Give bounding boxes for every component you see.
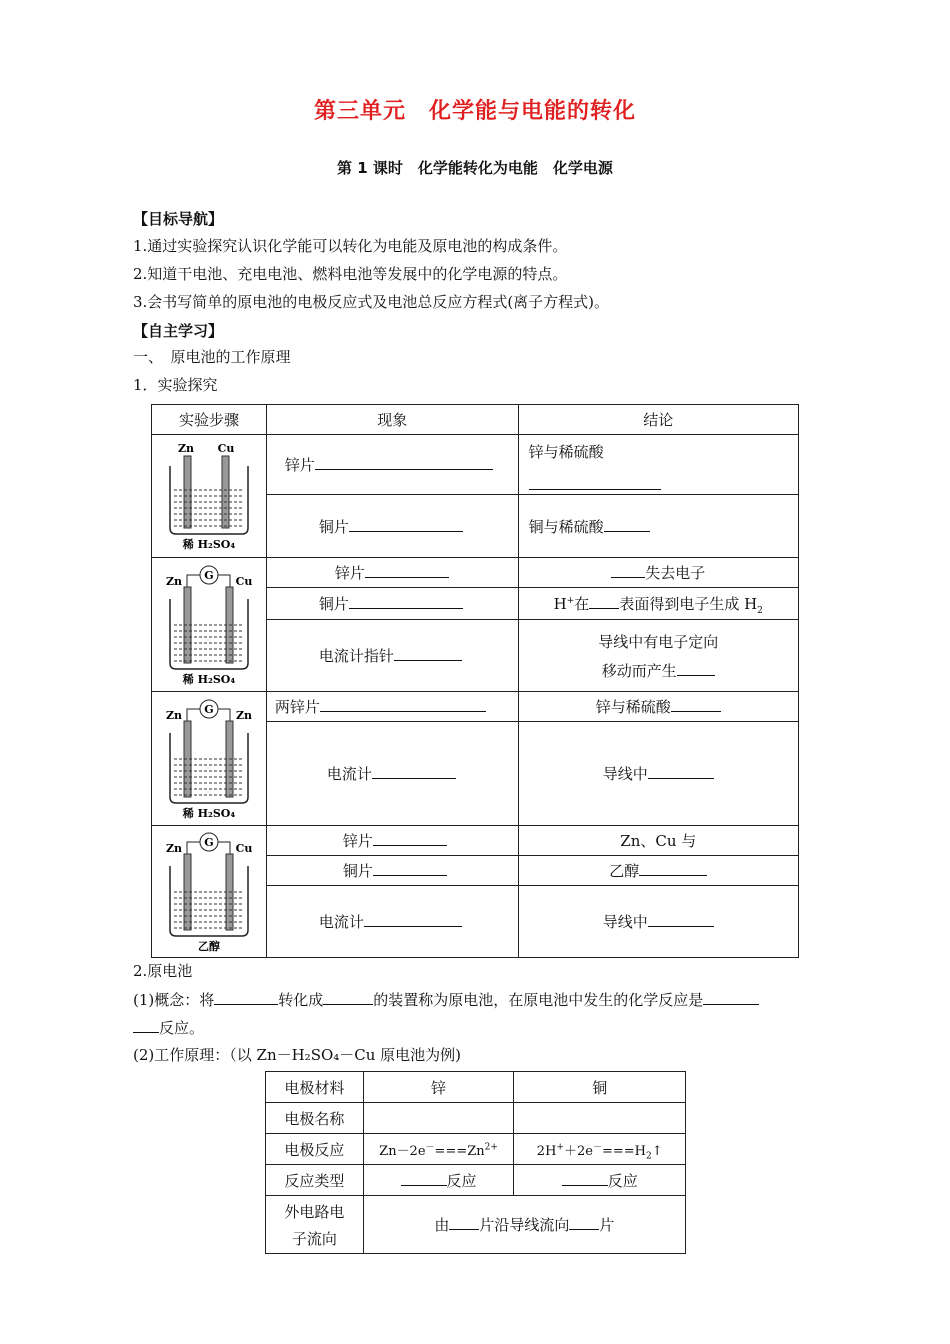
electrode-label-left: Zn [165,708,182,722]
solution-label: 稀 H₂SO₄ [182,672,236,686]
header-steps: 实验步骤 [152,405,267,435]
wire-left [187,842,200,854]
conclusion-cell: 铜与稀硫酸 [518,495,798,558]
galvanometer-label: G [204,835,214,849]
row-label: 电极材料 [266,1072,364,1103]
diagram-cell [152,558,267,692]
copper-electrode [222,456,229,528]
row-label: 反应类型 [266,1165,364,1196]
diagram-cell [152,692,267,826]
concept-line: (1)概念：将 转化成 的装置称为原电池，在原电池中发生的化学反应是 [133,989,759,1010]
phenomenon-cell: 铜片 [266,495,518,558]
phenomenon-cell: 锌片 [266,435,518,495]
header-phenomenon: 现象 [266,405,518,435]
beaker [170,733,248,803]
wire-right [218,575,230,587]
electrode-label-right: Cu [235,574,253,588]
copper-reaction-type: 反应 [514,1165,686,1196]
experiment-table [151,404,799,958]
beaker [170,866,248,936]
page-title: 第三单元 化学能与电能的转化 [313,99,636,124]
row-label: 外电路电 子流向 [266,1196,364,1254]
phenomenon-cell: 铜片 [266,856,518,886]
blank-cell [514,1103,686,1134]
galvanometer-label: G [204,568,214,582]
solution-label: 稀 H₂SO₄ [182,806,236,820]
conclusion-cell: 失去电子 [518,558,798,588]
conclusion-cell: 导线中 [518,722,798,826]
phenomenon-cell: 锌片 [266,826,518,856]
study-heading: 【自主学习】 [133,322,224,340]
electrode-label-right: Zn [235,708,252,722]
goal-item: 2.知道干电池、充电电池、燃料电池等发展中的化学电源的特点。 [133,265,568,283]
goals-heading: 【目标导航】 [133,210,224,228]
phenomenon-cell: 电流计 [266,886,518,958]
goal-item: 3.会书写简单的原电池的电极反应式及电池总反应方程式(离子方程式)。 [133,293,610,311]
conclusion-cell: Zn、Cu 与 [518,826,798,856]
phenomenon-cell: 电流计指针 [266,620,518,692]
phenomenon-cell: 电流计 [266,722,518,826]
beaker-diagram-zn-cu [164,440,254,552]
row-label: 电极名称 [266,1103,364,1134]
conclusion-cell: 锌与稀硫酸 [518,692,798,722]
copper-equation: $2H^++2e^-===H_2↑$ [514,1134,686,1165]
electrode-label-left: Zn [165,841,182,855]
electrode-label-right: Cu [217,442,235,455]
conclusion-cell: 导线中有电子定向 移动而产生 [518,620,798,692]
concept-line-2: 反应。 [133,1017,204,1038]
blank-cell [363,1103,514,1134]
beaker-diagram-zn-zn-galvanometer [164,697,254,821]
battery-heading: 2.原电池 [133,962,193,980]
zinc-electrode [184,456,191,528]
wire-right [218,709,230,721]
conclusion-cell: 导线中 [518,886,798,958]
principle-line: (2)工作原理：（以 Zn－H₂SO₄－Cu 原电池为例) [133,1046,462,1064]
phenomenon-cell: 铜片 [266,588,518,620]
conclusion-cell: 乙醇 [518,856,798,886]
galvanometer-label: G [204,702,214,716]
electrode-label-right: Cu [235,841,253,855]
row-label: 电极反应 [266,1134,364,1165]
phenomenon-cell: 锌片 [266,558,518,588]
conclusion-cell: 锌与稀硫酸 [518,435,798,495]
beaker-diagram-zn-cu-galvanometer [164,563,254,687]
zinc-equation: $Zn-2e^-===Zn^{2+}$ [363,1134,514,1165]
zinc-column-header: 锌 [363,1072,514,1103]
goal-item: 1.通过实验探究认识化学能可以转化为电能及原电池的构成条件。 [133,237,568,255]
page-subtitle: 第 1 课时 化学能转化为电能 化学电源 [337,159,613,177]
wire-left [187,575,200,587]
subsection-heading: 1．实验探究 [133,376,218,394]
electron-flow: 由 片沿导线流向 片 [363,1196,685,1254]
electrode-label-left: Zn [177,442,194,455]
zinc-reaction-type: 反应 [363,1165,514,1196]
phenomenon-cell: 两锌片 [266,692,518,722]
wire-left [187,709,200,721]
conclusion-cell: H+在 表面得到电子生成 $H_2$ [518,588,798,620]
electrode-label-left: Zn [165,574,182,588]
diagram-cell [152,435,267,558]
copper-column-header: 铜 [514,1072,686,1103]
solution-label: 乙醇 [197,939,220,953]
header-conclusion: 结论 [518,405,798,435]
solution-label: 稀 H₂SO₄ [182,538,236,551]
beaker-diagram-zn-cu-ethanol [164,830,254,954]
beaker [170,599,248,669]
wire-right [218,842,230,854]
beaker [170,466,248,534]
section-heading: 一、 原电池的工作原理 [133,348,291,366]
principle-table [265,1071,686,1254]
diagram-cell [152,826,267,958]
